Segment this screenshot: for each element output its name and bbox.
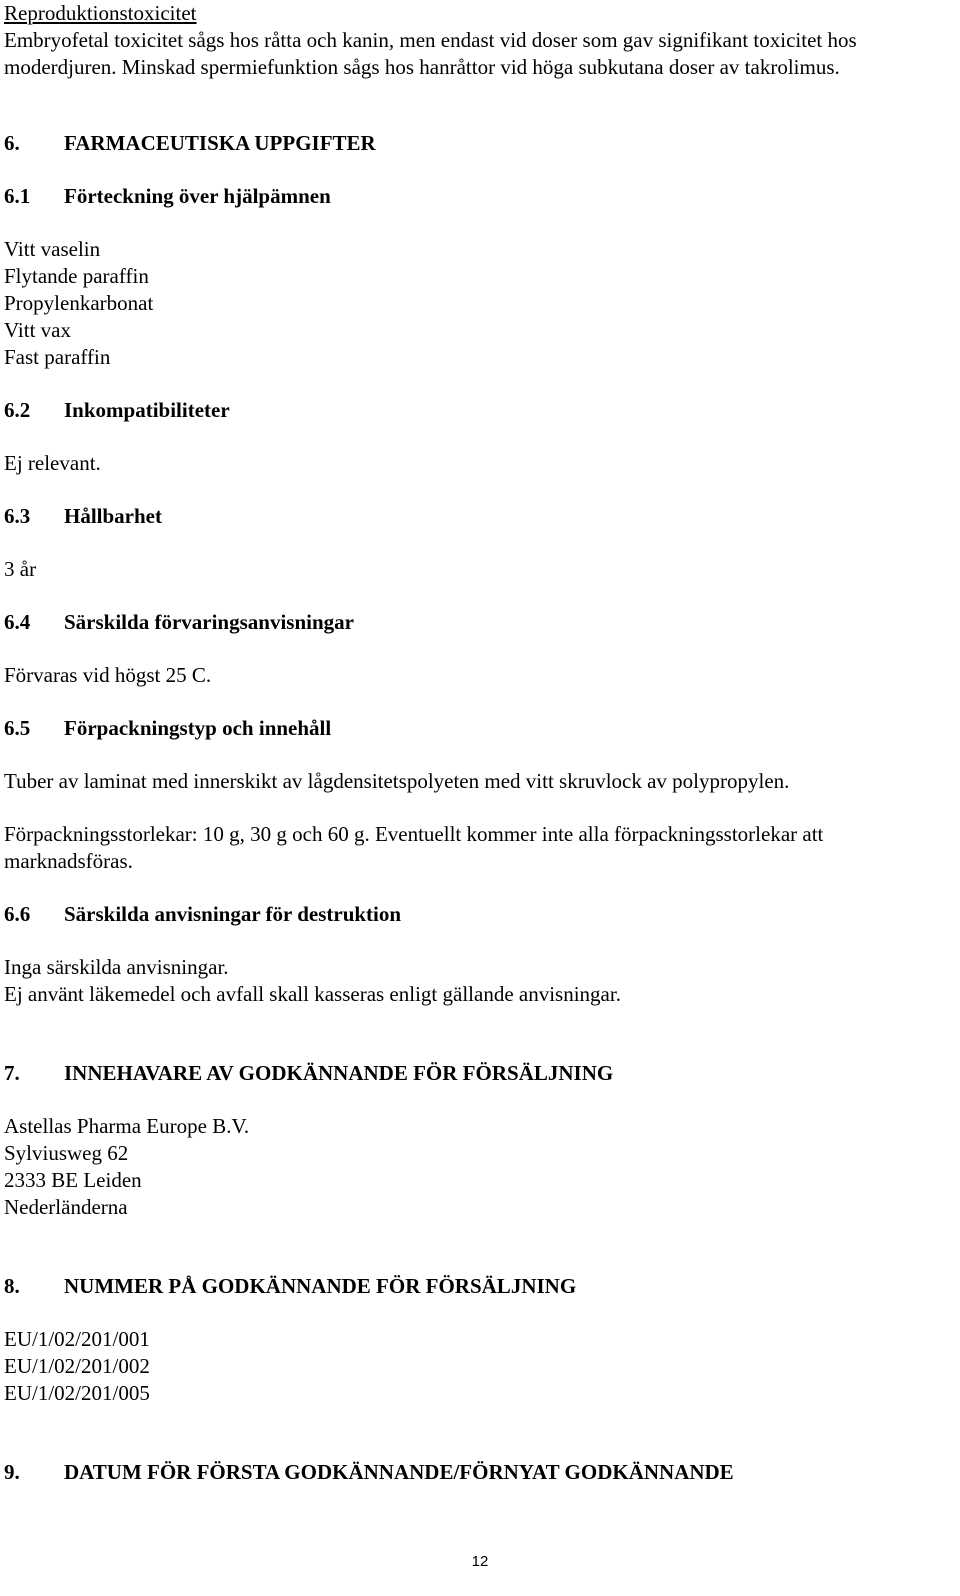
subsection-title: Reproduktionstoxicitet — [4, 1, 197, 25]
section-heading-9 — [4, 1459, 734, 1486]
address-line: Nederländerna — [4, 1195, 128, 1219]
section-title: FARMACEUTISKA UPPGIFTER — [64, 131, 376, 155]
section-number: 6.3 — [4, 504, 31, 528]
paragraph: Förvaras vid högst 25 C. — [4, 663, 212, 687]
address-line: Sylviusweg 62 — [4, 1141, 129, 1165]
section-title: Hållbarhet — [64, 504, 162, 528]
list-item: Vitt vaselin — [4, 237, 101, 261]
list-item: Fast paraffin — [4, 345, 111, 369]
paragraph: Förpackningsstorlekar: 10 g, 30 g och 60 g. Eventuellt kommer inte alla förpackningsstorlekar att marknadsföras. — [4, 822, 824, 873]
section-title: Inkompatibiliteter — [64, 398, 230, 422]
authorisation-number: EU/1/02/201/001 — [4, 1327, 150, 1351]
section-number: 6.4 — [4, 610, 31, 634]
paragraph: Tuber av laminat med innerskikt av lågdensitetspolyeten med vitt skruvlock av polypropylen. — [4, 769, 790, 793]
section-heading-6-1 — [4, 183, 331, 210]
paragraph: Inga särskilda anvisningar. — [4, 955, 229, 979]
section-number: 7. — [4, 1061, 20, 1085]
address-line: Astellas Pharma Europe B.V. — [4, 1114, 250, 1138]
section-title: Förpackningstyp och innehåll — [64, 716, 332, 740]
section-title: Särskilda förvaringsanvisningar — [64, 610, 354, 634]
section-number: 6.2 — [4, 398, 31, 422]
section-heading-8 — [4, 1273, 576, 1300]
section-number: 9. — [4, 1460, 20, 1484]
section-heading-7 — [4, 1060, 613, 1087]
section-number: 6.1 — [4, 184, 31, 208]
section-heading-6 — [4, 130, 376, 157]
section-number: 8. — [4, 1274, 20, 1298]
list-item: Propylenkarbonat — [4, 291, 154, 315]
authorisation-number: EU/1/02/201/005 — [4, 1381, 150, 1405]
address-line: 2333 BE Leiden — [4, 1168, 142, 1192]
section-title: Förteckning över hjälpämnen — [64, 184, 331, 208]
section-heading-6-4 — [4, 609, 354, 636]
section-number: 6.5 — [4, 716, 31, 740]
list-item: Vitt vax — [4, 318, 71, 342]
section-number: 6. — [4, 131, 20, 155]
page-number: 12 — [471, 1553, 489, 1570]
section-title: NUMMER PÅ GODKÄNNANDE FÖR FÖRSÄLJNING — [64, 1274, 577, 1298]
section-title: INNEHAVARE AV GODKÄNNANDE FÖR FÖRSÄLJNING — [64, 1061, 614, 1085]
list-item: Flytande paraffin — [4, 264, 149, 288]
section-title: DATUM FÖR FÖRSTA GODKÄNNANDE/FÖRNYAT GODKÄNNANDE — [64, 1460, 734, 1484]
section-heading-6-5 — [4, 715, 331, 742]
paragraph: Ej relevant. — [4, 451, 101, 475]
paragraph: 3 år — [4, 557, 37, 581]
section-number: 6.6 — [4, 902, 31, 926]
section-heading-6-3 — [4, 503, 162, 530]
section-title: Särskilda anvisningar för destruktion — [64, 902, 402, 926]
section-heading-6-2 — [4, 397, 230, 424]
paragraph: Ej använt läkemedel och avfall skall kasseras enligt gällande anvisningar. — [4, 982, 621, 1006]
paragraph: Embryofetal toxicitet sågs hos råtta och kanin, men endast vid doser som gav signifikant toxicitet hos moderdjuren. Minskad spermiefunktion sågs hos hanråttor vid höga subkutana doser av takrolimus. — [4, 28, 857, 79]
authorisation-number: EU/1/02/201/002 — [4, 1354, 150, 1378]
section-heading-6-6 — [4, 901, 401, 928]
